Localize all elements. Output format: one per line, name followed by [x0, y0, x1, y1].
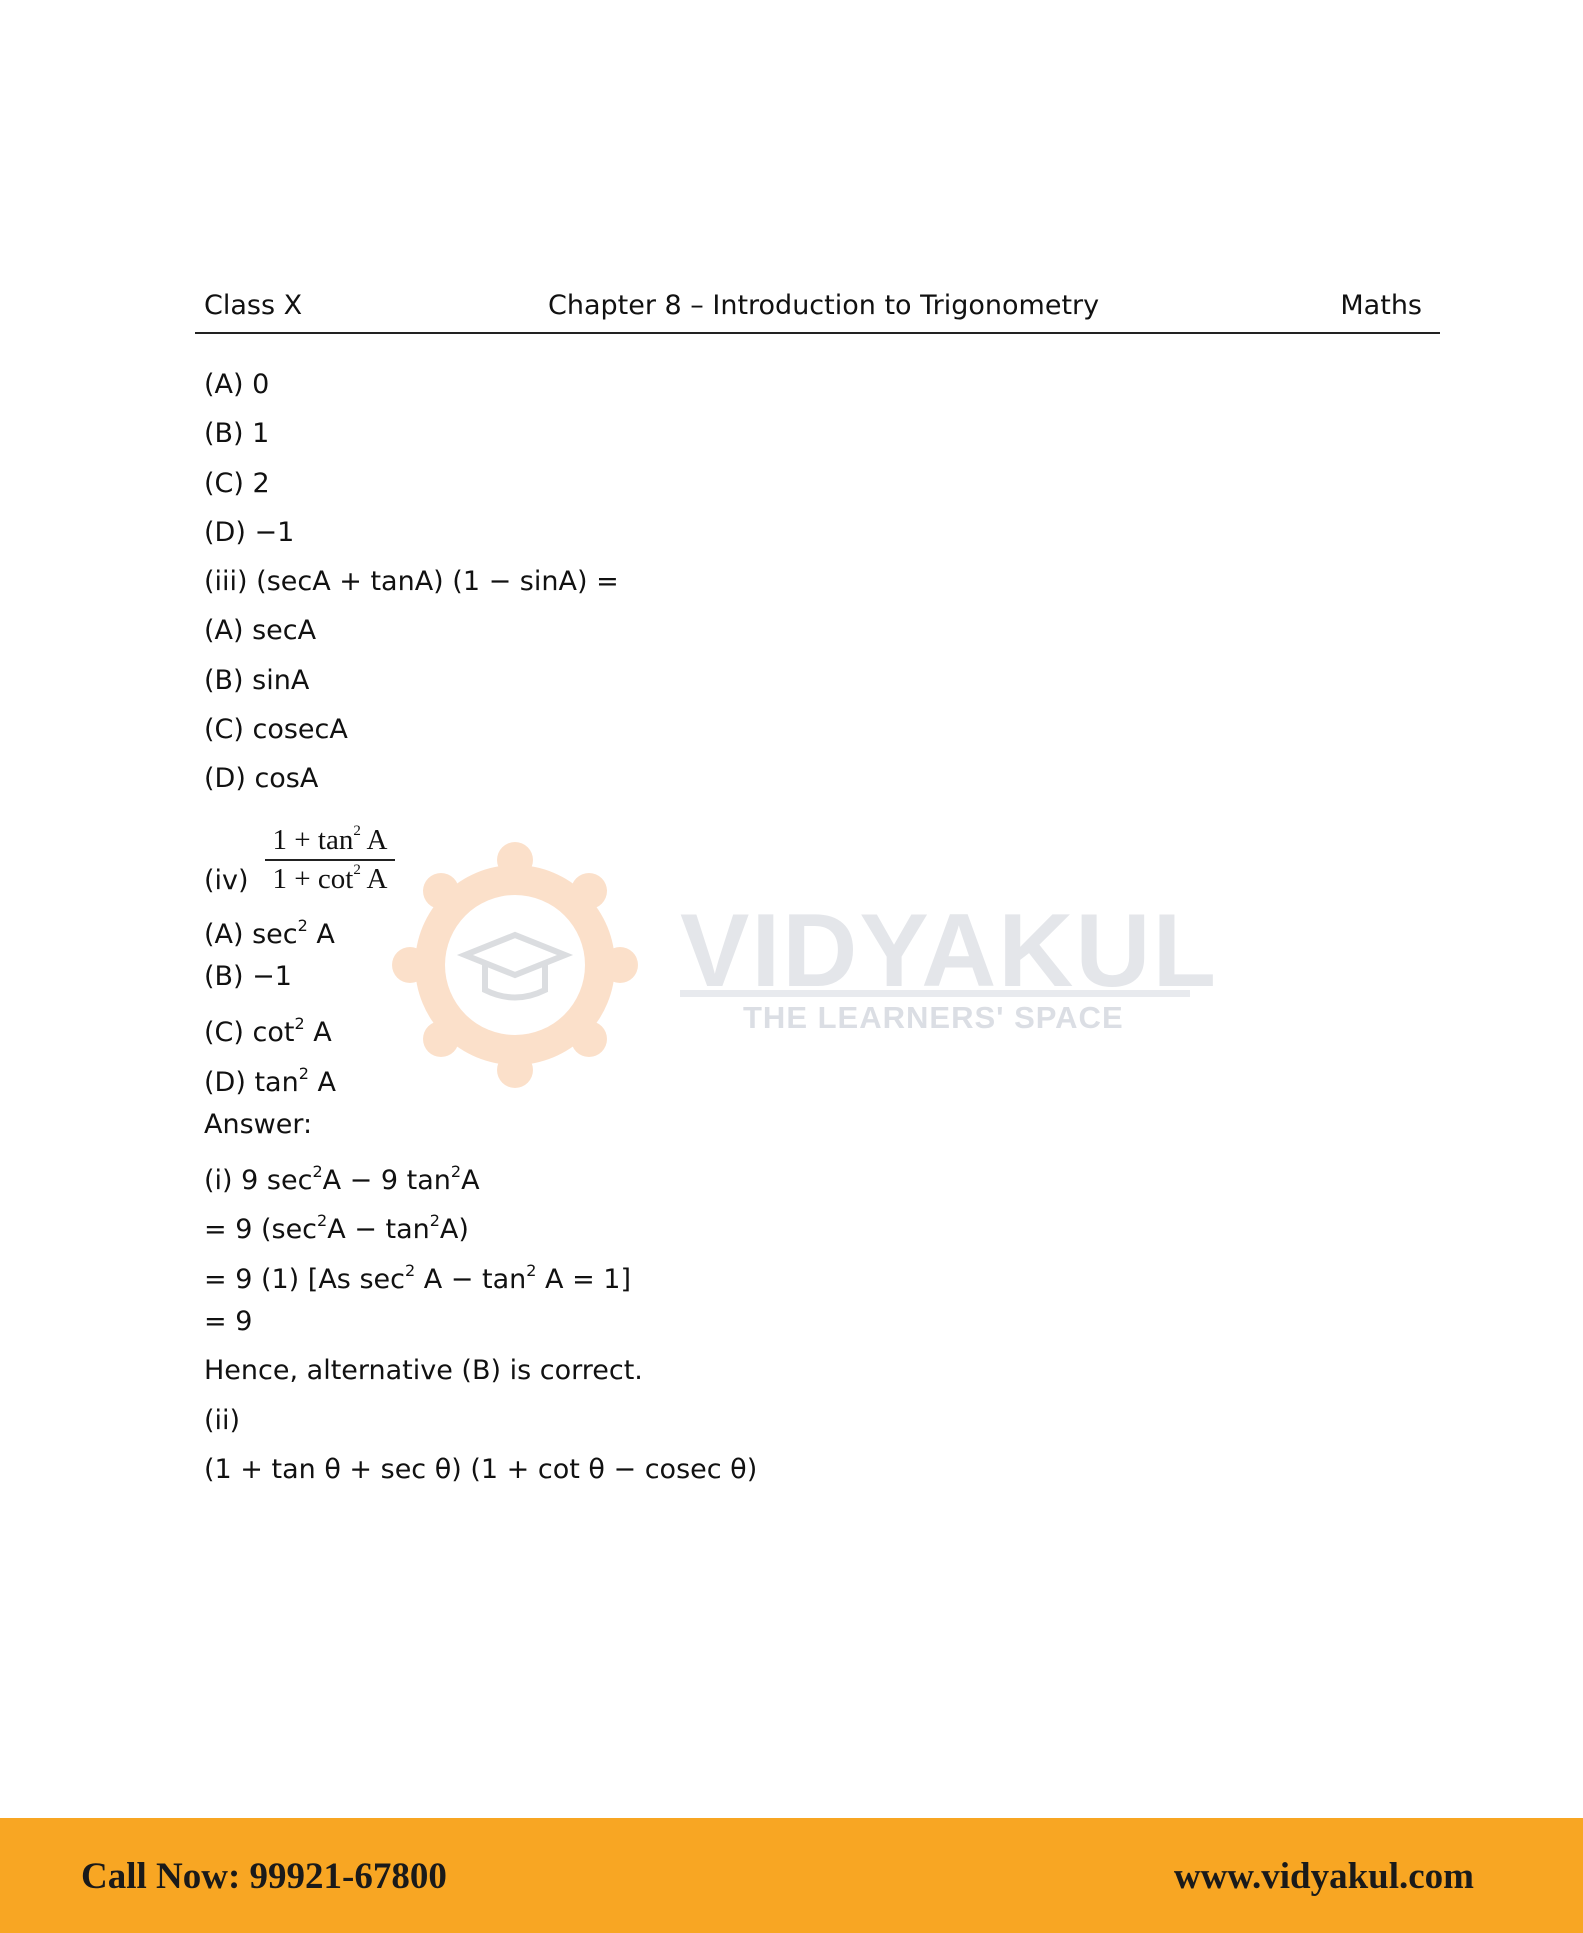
answer-line — [204, 1201, 757, 1250]
option-line: (B) sinA — [204, 664, 310, 696]
footer-banner — [0, 1818, 1583, 1933]
answer-text: A − tan — [327, 1214, 430, 1246]
option-line — [204, 1004, 757, 1053]
option-line: (A) 0 — [204, 369, 270, 400]
answer-text: = 9 (1) [As sec — [204, 1263, 405, 1295]
option-text: (A) sec — [204, 918, 298, 950]
exponent: 2 — [294, 1014, 305, 1034]
fraction-numerator — [265, 824, 395, 859]
answer-text: (i) 9 sec — [204, 1165, 313, 1197]
question-iii: (iii) (secA + tanA) (1 − sinA) = — [204, 566, 619, 598]
header-subject: Maths — [1340, 290, 1422, 321]
exponent: 2 — [450, 1162, 462, 1182]
option-line: (C) cosecA — [204, 714, 348, 746]
option-line: (D) −1 — [204, 516, 295, 548]
option-var: A — [307, 918, 335, 950]
answer-line — [204, 1251, 757, 1300]
variable: A — [366, 823, 388, 856]
option-line — [204, 906, 757, 955]
exponent: 2 — [298, 1063, 309, 1083]
exponent: 2 — [353, 823, 361, 840]
answer-text: A) — [439, 1214, 469, 1246]
exponent: 2 — [429, 1211, 440, 1231]
answer-text: A − 9 tan — [322, 1165, 451, 1197]
answer-text: = 9 (sec — [204, 1214, 318, 1246]
exponent: 2 — [312, 1162, 323, 1182]
answer-text: A − tan — [415, 1263, 527, 1295]
option-line: (D) cosA — [204, 763, 319, 795]
option-line: (A) secA — [204, 615, 317, 647]
exponent: 2 — [317, 1211, 328, 1231]
answer-line — [204, 1152, 757, 1201]
answer-heading: Answer: — [204, 1108, 313, 1140]
answer-text: A — [461, 1165, 480, 1197]
fraction-denominator — [265, 861, 395, 896]
header-class: Class X — [204, 290, 303, 321]
option-line: (C) 2 — [204, 467, 270, 499]
denominator-text: 1 + cot — [272, 862, 354, 895]
fraction — [265, 824, 395, 896]
option-var: A — [308, 1066, 336, 1098]
page-content — [204, 363, 757, 1497]
option-line — [204, 1054, 757, 1103]
option-text: (C) cot — [204, 1017, 295, 1049]
watermark-tagline: THE LEARNERS' SPACE — [743, 1000, 1124, 1035]
answer-conclusion: Hence, alternative (B) is correct. — [204, 1355, 643, 1387]
option-line: (B) 1 — [204, 418, 270, 450]
exponent: 2 — [526, 1260, 537, 1280]
question-iv — [204, 807, 757, 906]
footer-phone[interactable]: Call Now: 99921-67800 — [81, 1856, 447, 1897]
option-line — [204, 955, 757, 1004]
watermark-brand: VIDYAKUL — [680, 893, 1219, 1009]
page-header — [195, 282, 1440, 334]
option-var: A — [304, 1017, 332, 1049]
footer-website-link[interactable]: www.vidyakul.com — [1173, 1856, 1474, 1897]
header-chapter: Chapter 8 – Introduction to Trigonometry — [548, 290, 1100, 321]
option-text: (D) tan — [204, 1066, 299, 1098]
answer-line: (1 + tan θ + sec θ) (1 + cot θ − cosec θ) — [204, 1453, 758, 1485]
option-text: (B) −1 — [204, 960, 292, 992]
variable: A — [366, 862, 388, 895]
answer-text: A = 1] — [536, 1263, 632, 1295]
exponent: 2 — [353, 862, 361, 879]
question-iv-label: (iv) — [204, 864, 249, 896]
exponent: 2 — [297, 915, 308, 935]
answer-line: = 9 — [204, 1306, 253, 1338]
numerator-text: 1 + tan — [272, 823, 354, 856]
exponent: 2 — [404, 1260, 416, 1280]
answer-part-label: (ii) — [204, 1404, 241, 1436]
